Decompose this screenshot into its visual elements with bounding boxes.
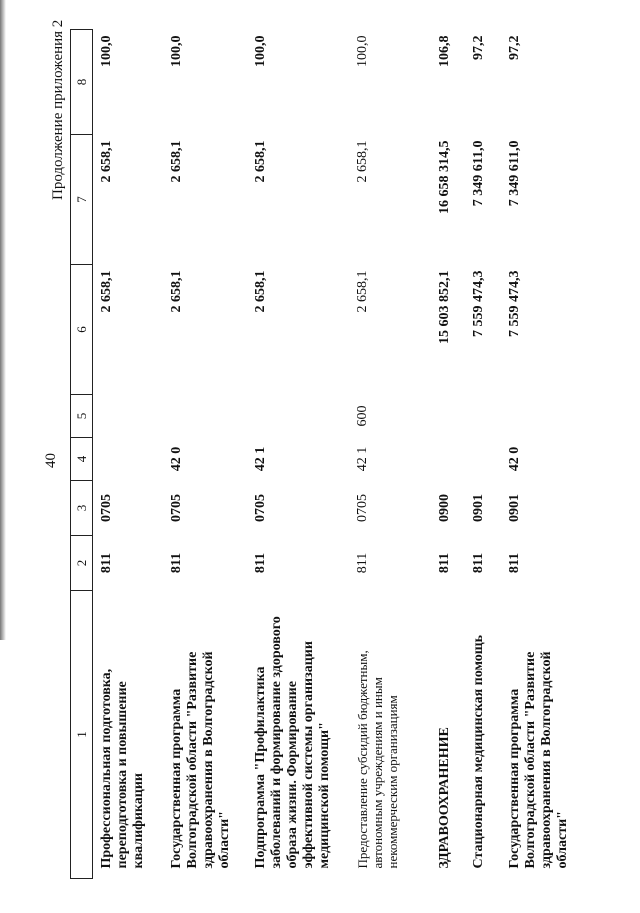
planned-amount: 2 658,1 [99,270,114,313]
page-number: 40 [43,453,59,468]
section-code: 0901 [471,494,486,522]
actual-amount: 7 349 611,0 [471,140,486,207]
admin-code: 811 [355,552,370,574]
col-header-4: 4 [71,438,93,481]
col-header-6: 6 [71,265,93,395]
col-header-1: 1 [71,591,93,879]
row-label: Профессиональная подготовка, переподготовка и повышение квалификации [99,668,146,869]
percent-executed: 100,0 [99,35,114,67]
percent-executed: 97,2 [507,35,522,60]
table-row [163,30,247,879]
percent-executed: 106,8 [437,35,452,67]
admin-code: 811 [99,552,114,574]
section-code: 0705 [253,494,268,522]
table-row [349,30,431,879]
program-code [465,438,501,481]
planned-amount: 2 658,1 [253,270,268,313]
planned-amount: 7 559 474,3 [471,270,486,337]
col-header-5: 5 [71,395,93,438]
actual-amount: 7 349 611,0 [507,140,522,207]
planned-amount: 2 658,1 [169,270,184,313]
percent-executed: 100,0 [169,35,184,67]
table-row [247,30,349,879]
table-row [501,30,583,879]
row-label: Предоставление субсидий бюджетным, автономным учреждениям и иным некоммерческим организациям [355,650,400,869]
table-row [465,30,501,879]
actual-amount: 2 658,1 [99,140,114,183]
percent-executed: 97,2 [471,35,486,60]
actual-amount: 2 658,1 [253,140,268,183]
row-label: Стационарная медицинская помощь [471,634,486,869]
program-code: 42 1 [253,446,268,472]
col-header-2: 2 [71,536,93,591]
row-label: Государственная программа Волгоградской области "Развитие здравоохранения в Волгоградской области" [169,651,232,869]
row-label: Государственная программа Волгоградской области "Развитие здравоохранения в Волгоградской области" [507,651,570,869]
col-header-8: 8 [71,30,93,135]
expense-type-code: 600 [355,405,370,427]
section-code: 0900 [437,494,452,522]
expense-type-code [431,395,465,438]
expense-type-code [247,395,349,438]
actual-amount: 16 658 314,5 [437,140,452,214]
admin-code: 811 [253,552,268,574]
expense-type-code [93,395,164,438]
col-header-7: 7 [71,135,93,265]
program-code: 42 0 [169,446,184,472]
expense-type-code [163,395,247,438]
section-code: 0705 [99,494,114,522]
row-label: Подпрограмма "Профилактика заболеваний и формирование здорового образа жизни. Формирование эффективной системы организации медицинской помощи" [253,616,332,869]
expense-type-code [465,395,501,438]
header-row [71,30,93,879]
admin-code: 811 [471,552,486,574]
program-code [93,438,164,481]
actual-amount: 2 658,1 [355,140,370,183]
percent-executed: 100,0 [355,35,370,67]
section-code: 0705 [169,494,184,522]
section-code: 0901 [507,494,522,522]
col-header-3: 3 [71,481,93,536]
planned-amount: 2 658,1 [355,270,370,313]
budget-table [70,29,583,879]
section-code: 0705 [355,494,370,522]
program-code: 42 0 [507,446,522,472]
continuation-note: Продолжение приложения 2 [50,19,66,200]
admin-code: 811 [169,552,184,574]
admin-code: 811 [437,552,452,574]
actual-amount: 2 658,1 [169,140,184,183]
planned-amount: 15 603 852,1 [437,270,452,344]
expense-type-code [501,395,583,438]
table-row [93,30,164,879]
percent-executed: 100,0 [253,35,268,67]
planned-amount: 7 559 474,3 [507,270,522,337]
program-code: 42 1 [355,446,370,472]
row-label: ЗДРАВООХРАНЕНИЕ [437,727,452,869]
admin-code: 811 [507,552,522,574]
program-code [431,438,465,481]
table-row [431,30,465,879]
